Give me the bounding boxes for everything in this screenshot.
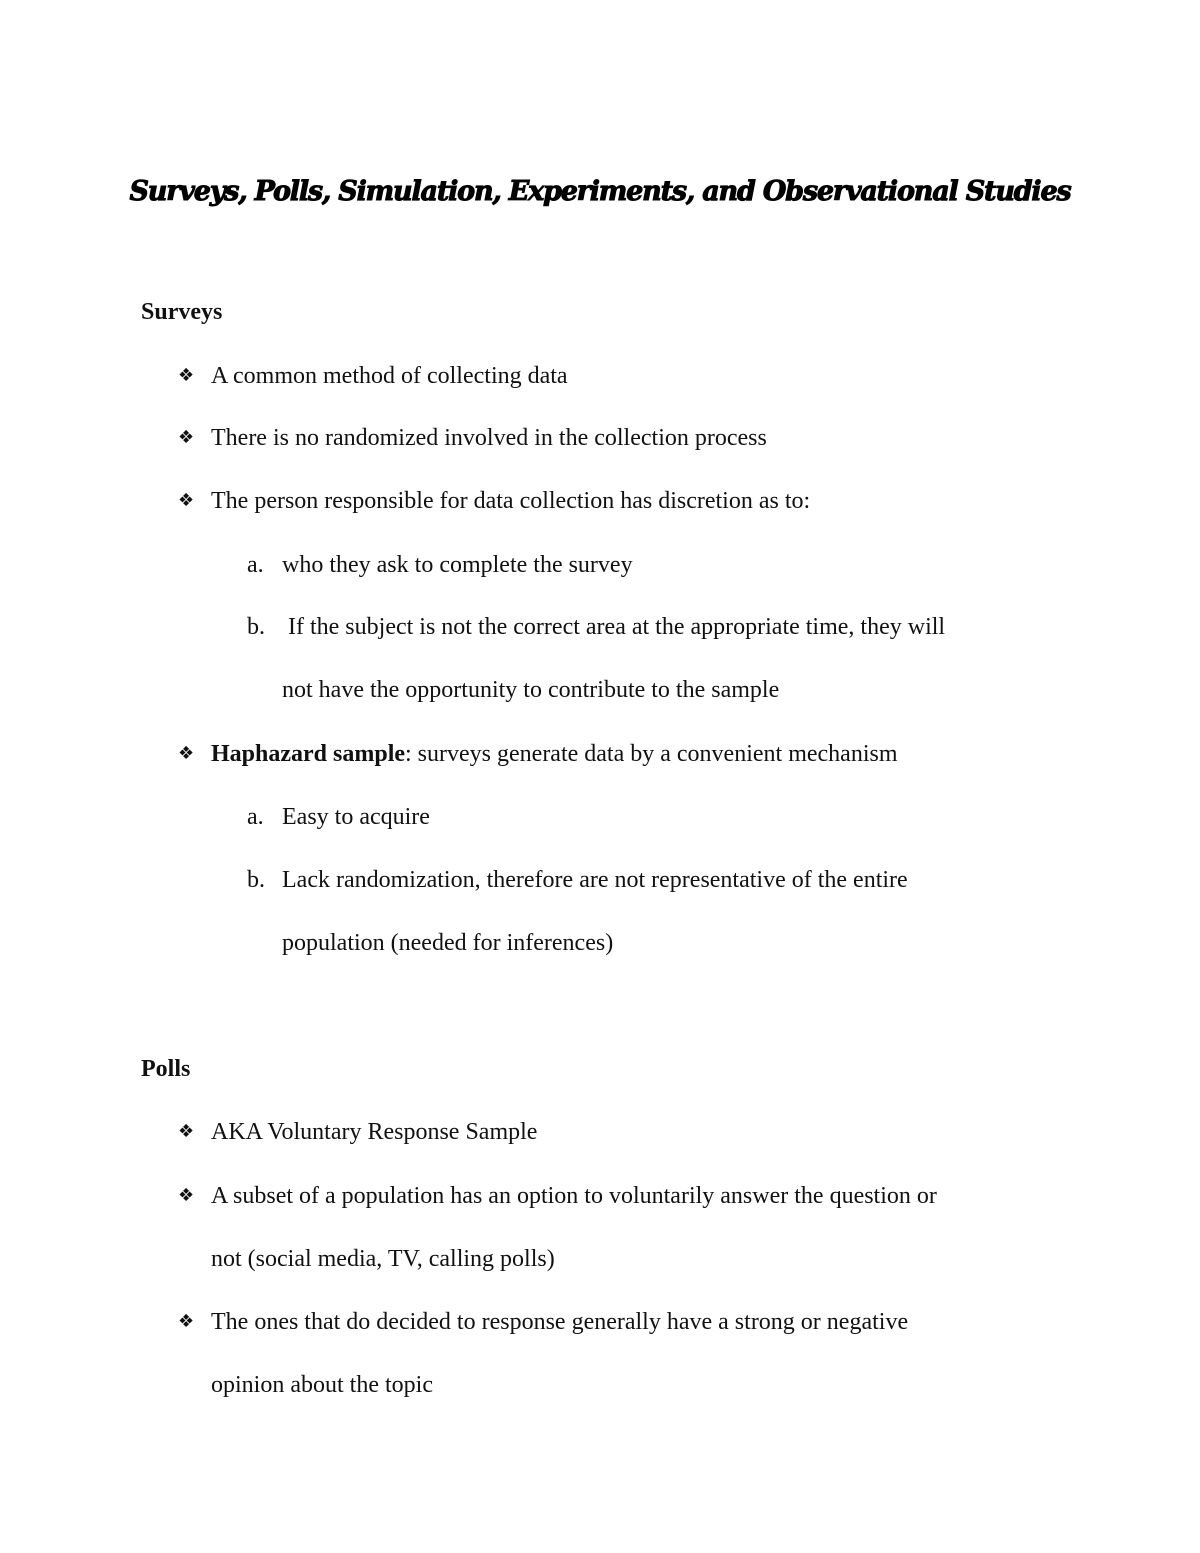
sublist-item: Easy to acquire [282,804,430,830]
list-item-continuation: opinion about the topic [211,1372,433,1398]
sublist-item: who they ask to complete the survey [282,552,633,578]
bullet-icon: ❖ [178,1311,195,1332]
sublist-marker: a. [247,804,264,830]
list-item: AKA Voluntary Response Sample [211,1119,538,1145]
sublist-marker: b. [247,867,265,893]
list-item: There is no randomized involved in the collection process [211,425,767,451]
sublist-item: If the subject is not the correct area at the appropriate time, they will [282,614,946,640]
sublist-item-continuation: not have the opportunity to contribute to the sample [282,677,780,703]
bullet-icon: ❖ [178,490,195,511]
list-item: The ones that do decided to response generally have a strong or negative [211,1309,909,1335]
bullet-icon: ❖ [178,427,195,448]
list-item: A common method of collecting data [211,363,568,389]
bullet-icon: ❖ [178,1185,195,1206]
list-item: A subset of a population has an option to voluntarily answer the question or [211,1183,937,1209]
list-item [211,738,898,770]
bullet-icon: ❖ [178,1121,195,1142]
sublist-marker: b. [247,614,265,640]
bullet-icon: ❖ [178,365,195,386]
list-item: The person responsible for data collection has discretion as to: [211,488,811,514]
sublist-item-continuation: population (needed for inferences) [282,930,614,956]
sublist-item: Lack randomization, therefore are not representative of the entire [282,867,908,893]
section-heading-polls: Polls [141,1056,191,1082]
bullet-icon: ❖ [178,743,195,764]
term-definition: : surveys generate data by a convenient mechanism [405,741,898,767]
document-title: Surveys, Polls, Simulation, Experiments, and Observational Studies [129,176,1071,207]
term-haphazard-sample: Haphazard sample [211,741,406,767]
section-heading-surveys: Surveys [141,299,223,325]
list-item-continuation: not (social media, TV, calling polls) [211,1246,555,1272]
sublist-marker: a. [247,552,264,578]
